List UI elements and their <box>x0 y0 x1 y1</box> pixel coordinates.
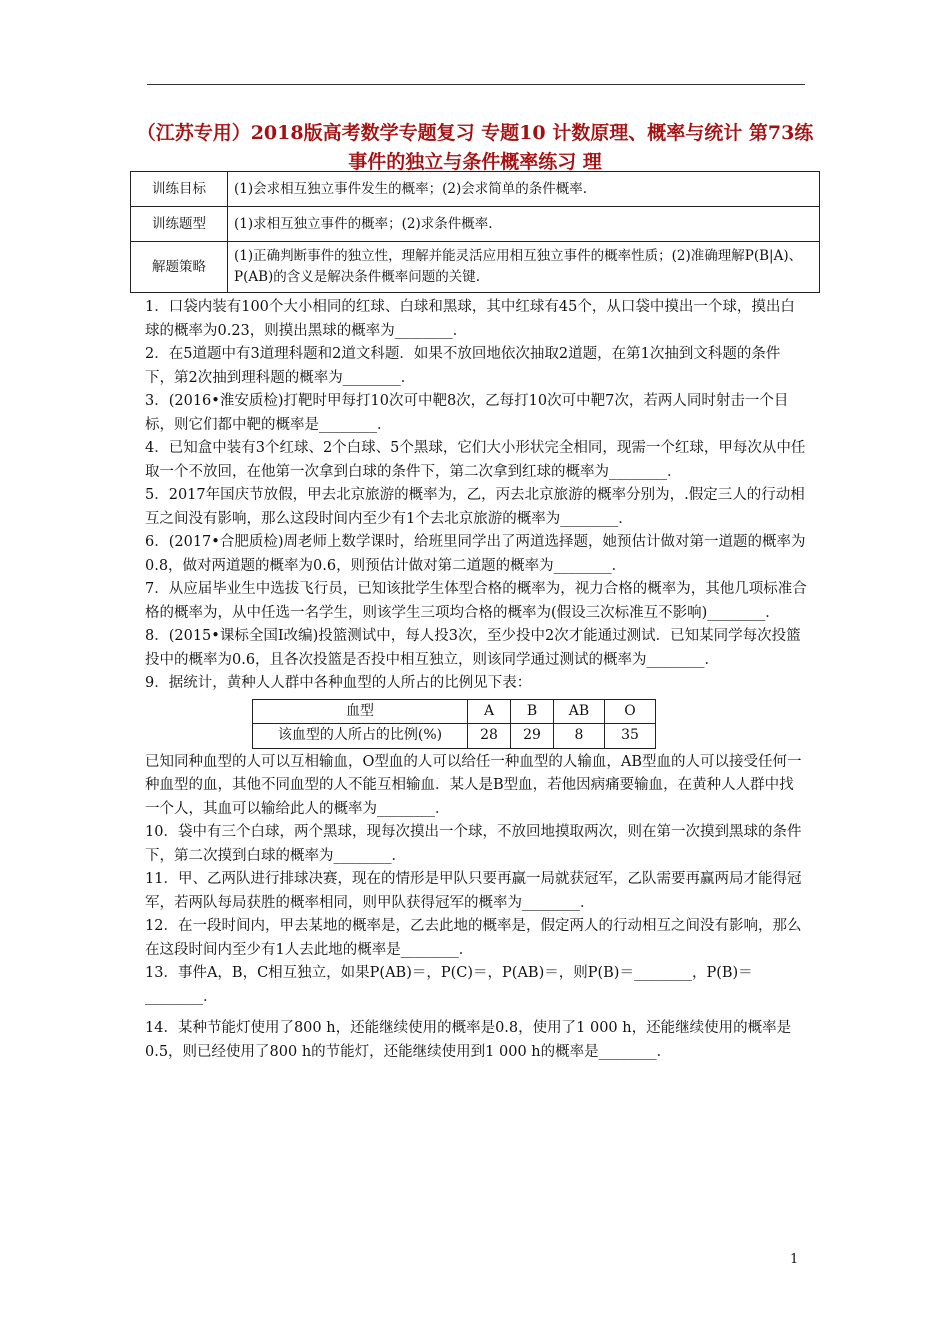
problem-8: 8．(2015•课标全国Ⅰ改编)投篮测试中，每人投3次，至少投中2次才能通过测试．已知某同学每次投篮投中的概率为0.6，且各次投篮是否投中相互独立，则该同学通过测试的概率为________． <box>145 628 801 668</box>
problem-9: 9．据统计，黄种人人群中各种血型的人所占的比例见下表： <box>145 675 532 691</box>
blood-type-table <box>252 699 656 749</box>
header-cell: A <box>468 699 511 724</box>
problem-list <box>145 296 807 1064</box>
problem-3: 3．(2016•淮安质检)打靶时甲每打10次可中靶8次，乙每打10次可中靶7次，若两人同时射击一个目标，则它们都中靶的概率是________． <box>145 393 789 433</box>
header-cell: O <box>605 699 656 724</box>
header-cell: AB <box>554 699 605 724</box>
problem-7: 7．从应届毕业生中选拔飞行员，已知该批学生体型合格的概率为，视力合格的概率为，其他几项标准合格的概率为，从中任选一名学生，则该学生三项均合格的概率为(假设三次标准互不影响)________． <box>145 581 807 621</box>
header-cell: B <box>511 699 554 724</box>
problem-9-continued: 已知同种血型的人可以互相输血，O型血的人可以给任一种血型的人输血，AB型血的人可以接受任何一种血型的血，其他不同血型的人不能互相输血．某人是B型血，若他因病痛要输血，在黄种人人群中找一个人，其血可以输给此人的概率为________． <box>145 753 802 817</box>
table-cell: 28 <box>468 724 511 749</box>
table-cell: 35 <box>605 724 656 749</box>
row-key: 解题策略 <box>131 242 228 293</box>
document-title: （江苏专用）2018版高考数学专题复习 专题10 计数原理、概率与统计 第73练 事件的独立与条件概率练习 理 <box>136 122 814 173</box>
problem-11: 11．甲、乙两队进行排球决赛，现在的情形是甲队只要再赢一局就获冠军，乙队需要再赢两局才能得冠军，若两队每局获胜的概率相同，则甲队获得冠军的概率为________． <box>145 871 802 911</box>
table-cell: 该血型的人所占的比例(%) <box>253 724 468 749</box>
row-value: (1)求相互独立事件的概率；(2)求条件概率. <box>228 207 820 242</box>
problem-13: 13．事件A，B，C相互独立，如果P(AB)＝，P(C)＝，P(AB)＝，则P(B)＝________，P(B)＝________． <box>145 965 753 1005</box>
problem-5: 5．2017年国庆节放假，甲去北京旅游的概率为，乙，丙去北京旅游的概率分别为，.假定三人的行动相互之间没有影响，那么这段时间内至少有1个去北京旅游的概率为________． <box>145 487 805 527</box>
table-row <box>131 242 820 293</box>
table-row <box>131 207 820 242</box>
header-rule <box>147 84 805 85</box>
problem-1: 1．口袋内装有100个大小相同的红球、白球和黑球，其中红球有45个，从口袋中摸出一个球，摸出白球的概率为0.23，则摸出黑球的概率为________． <box>145 299 795 339</box>
problem-12: 12．在一段时间内，甲去某地的概率是，乙去此地的概率是，假定两人的行动相互之间没有影响，那么在这段时间内至少有1人去此地的概率是________． <box>145 918 802 958</box>
table-row <box>253 724 656 749</box>
table-header-row <box>253 699 656 724</box>
table-cell: 29 <box>511 724 554 749</box>
training-info-table <box>130 171 820 293</box>
page-number: 1 <box>790 1252 799 1267</box>
problem-10: 10．袋中有三个白球，两个黑球，现每次摸出一个球，不放回地摸取两次，则在第一次摸到黑球的条件下，第二次摸到白球的概率为________． <box>145 824 802 864</box>
problem-4: 4．已知盒中装有3个红球、2个白球、5个黑球，它们大小形状完全相同，现需一个红球，甲每次从中任取一个不放回，在他第一次拿到白球的条件下，第二次拿到红球的概率为________． <box>145 440 806 480</box>
header-cell: 血型 <box>253 699 468 724</box>
row-value: (1)会求相互独立事件发生的概率；(2)会求简单的条件概率. <box>228 172 820 207</box>
row-value: (1)正确判断事件的独立性，理解并能灵活应用相互独立事件的概率性质；(2)准确理解P(B|A)、P(AB)的含义是解决条件概率问题的关键. <box>228 242 820 293</box>
problem-6: 6．(2017•合肥质检)周老师上数学课时，给班里同学出了两道选择题，她预估计做对第一道题的概率为0.8，做对两道题的概率为0.6，则预估计做对第二道题的概率为________． <box>145 534 806 574</box>
problem-14: 14．某种节能灯使用了800 h，还能继续使用的概率是0.8，使用了1 000 h，还能继续使用的概率是0.5，则已经使用了800 h的节能灯，还能继续使用到1 000 h的概率是________． <box>145 1020 792 1060</box>
row-key: 训练目标 <box>131 172 228 207</box>
table-row <box>131 172 820 207</box>
problem-2: 2．在5道题中有3道理科题和2道文科题．如果不放回地依次抽取2道题，在第1次抽到文科题的条件下，第2次抽到理科题的概率为________． <box>145 346 781 386</box>
row-key: 训练题型 <box>131 207 228 242</box>
table-cell: 8 <box>554 724 605 749</box>
